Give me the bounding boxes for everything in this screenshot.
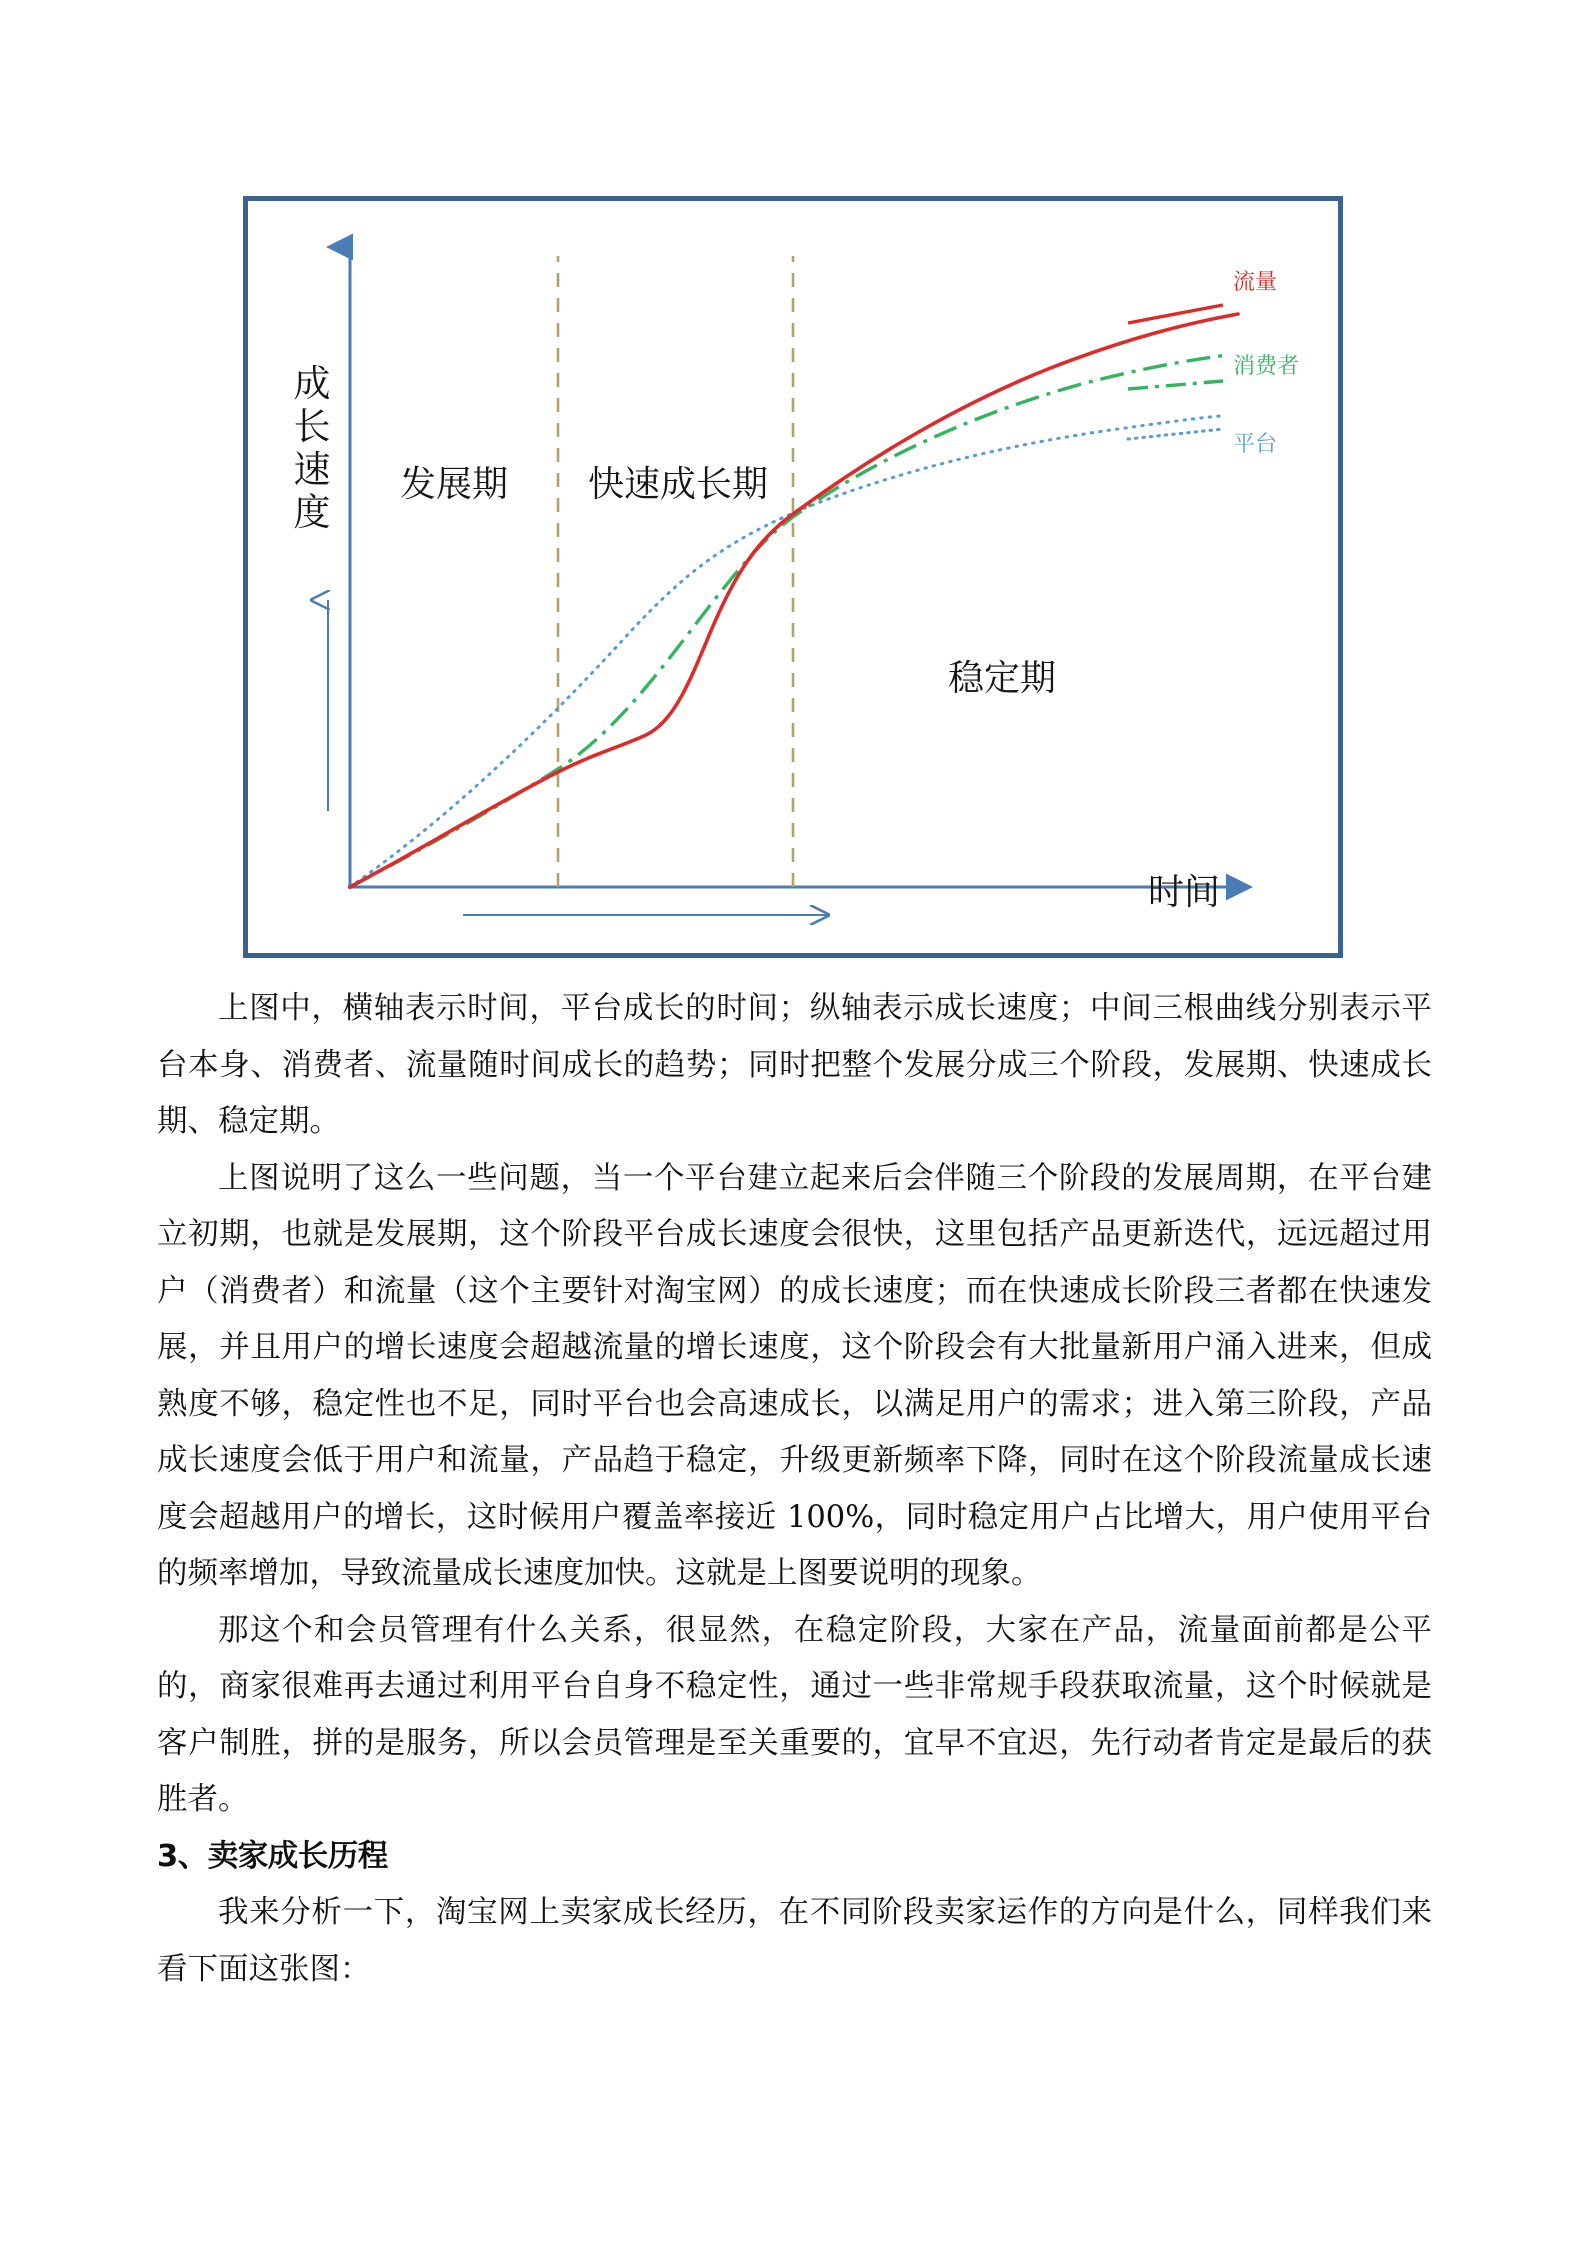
legend-label-xiaofeizhe: 消费者	[1233, 354, 1300, 379]
section-heading-3: 3、卖家成长历程	[157, 1838, 388, 1874]
legend-label-liuliang: 流量	[1233, 270, 1278, 295]
phase-label-development: 发展期	[400, 464, 509, 505]
x-axis-title: 时间	[1148, 872, 1221, 913]
paragraph-3: 那这个和会员管理有什么关系，很显然，在稳定阶段，大家在产品，流量面前都是公平的，商家很难再去通过利用平台自身不稳定性，通过一些非常规手段获取流量，这个时候就是客户制胜，拼的是服务，所以会员管理是至关重要的，宜早不宜迟，先行动者肯定是最后的获胜者。	[157, 1612, 1432, 1817]
paragraph-4: 我来分析一下，淘宝网上卖家成长经历，在不同阶段卖家运作的方向是什么，同样我们来看下面这张图：	[157, 1895, 1432, 1987]
y-axis-title	[290, 363, 334, 535]
legend-swatch-pingtai	[1128, 429, 1223, 439]
body-text-block	[157, 981, 1432, 1998]
legend-label-pingtai: 平台	[1233, 432, 1278, 457]
paragraph-2: 上图说明了这么一些问题，当一个平台建立起来后会伴随三个阶段的发展周期，在平台建立初期，也就是发展期，这个阶段平台成长速度会很快，这里包括产品更新迭代，远远超过用户（消费者）和流量（这个主要针对淘宝网）的成长速度；而在快速成长阶段三者都在快速发展，并且用户的增长速度会超越流量的增长速度，这个阶段会有大批量新用户涌入进来，但成熟度不够，稳定性也不足，同时平台也会高速成长，以满足用户的需求；进入第三阶段，产品成长速度会低于用户和流量，产品趋于稳定，升级更新频率下降，同时在这个阶段流量成长速度会超越用户的增长，这时候用户覆盖率接近 100%，同时稳定用户占比增大，用户使用平台的频率增加，导致流量成长速度加快。这就是上图要说明的现象。	[157, 1160, 1432, 1591]
y-axis-title-char-3: 速	[293, 447, 331, 491]
chart-canvas	[248, 201, 1338, 953]
y-axis-title-char-1: 成	[293, 362, 331, 405]
phase-label-stable: 稳定期	[948, 658, 1057, 699]
phase-label-fast-growth: 快速成长期	[588, 464, 769, 505]
paragraph-1: 上图中，横轴表示时间，平台成长的时间；纵轴表示成长速度；中间三根曲线分别表示平台本身、消费者、流量随时间成长的趋势；同时把整个发展分成三个阶段，发展期、快速成长期、稳定期。	[157, 991, 1432, 1139]
series-line-xiaofeizhe	[350, 355, 1228, 887]
growth-curve-figure	[243, 196, 1343, 958]
y-axis-title-char-2: 长	[293, 404, 331, 448]
legend-swatch-xiaofeizhe	[1128, 381, 1223, 389]
y-axis-title-char-4: 度	[293, 490, 331, 534]
